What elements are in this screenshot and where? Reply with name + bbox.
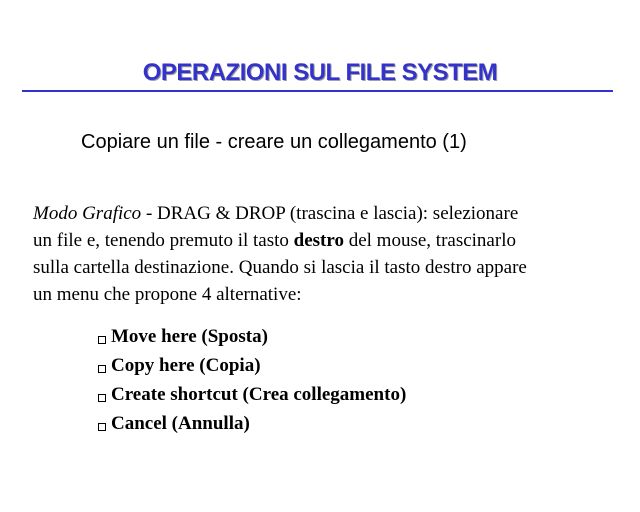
paragraph-line-3: sulla cartella destinazione. Quando si lascia il tasto destro appare — [33, 257, 527, 278]
list-item — [98, 380, 406, 409]
paragraph-line-2-post: del mouse, trascinarlo — [343, 230, 516, 251]
drag-drop-label: DRAG & DROP — [157, 203, 286, 224]
paragraph-line-1 — [33, 200, 623, 227]
title-divider — [22, 90, 613, 92]
slide-subtitle: Copiare un file - creare un collegamento (1) — [81, 131, 467, 153]
list-item — [98, 351, 406, 380]
slide-title: OPERAZIONI SUL FILE SYSTEM — [142, 59, 498, 86]
option-label: Create shortcut (Crea collegamento) — [111, 383, 407, 405]
hollow-square-bullet-icon — [98, 423, 106, 431]
options-list — [98, 322, 406, 438]
paragraph-line-4: un menu che propone 4 alternative: — [33, 284, 302, 305]
paragraph-line-2-pre: un file e, tenendo premuto il tasto — [33, 230, 294, 251]
list-item — [98, 409, 406, 438]
hollow-square-bullet-icon — [98, 365, 106, 373]
option-label: Move here (Sposta) — [111, 325, 268, 347]
list-item — [98, 322, 406, 351]
mode-separator: - — [141, 203, 158, 224]
option-label: Cancel (Annulla) — [111, 412, 250, 434]
paragraph-line-1-rest: (trascina e lascia): selezionare — [285, 203, 519, 224]
hollow-square-bullet-icon — [98, 394, 106, 402]
mode-label: Modo Grafico — [33, 203, 142, 224]
paragraph-line-2 — [33, 227, 623, 254]
hollow-square-bullet-icon — [98, 336, 106, 344]
body-paragraph — [33, 200, 623, 308]
right-button-label: destro — [293, 230, 344, 251]
option-label: Copy here (Copia) — [111, 354, 261, 376]
